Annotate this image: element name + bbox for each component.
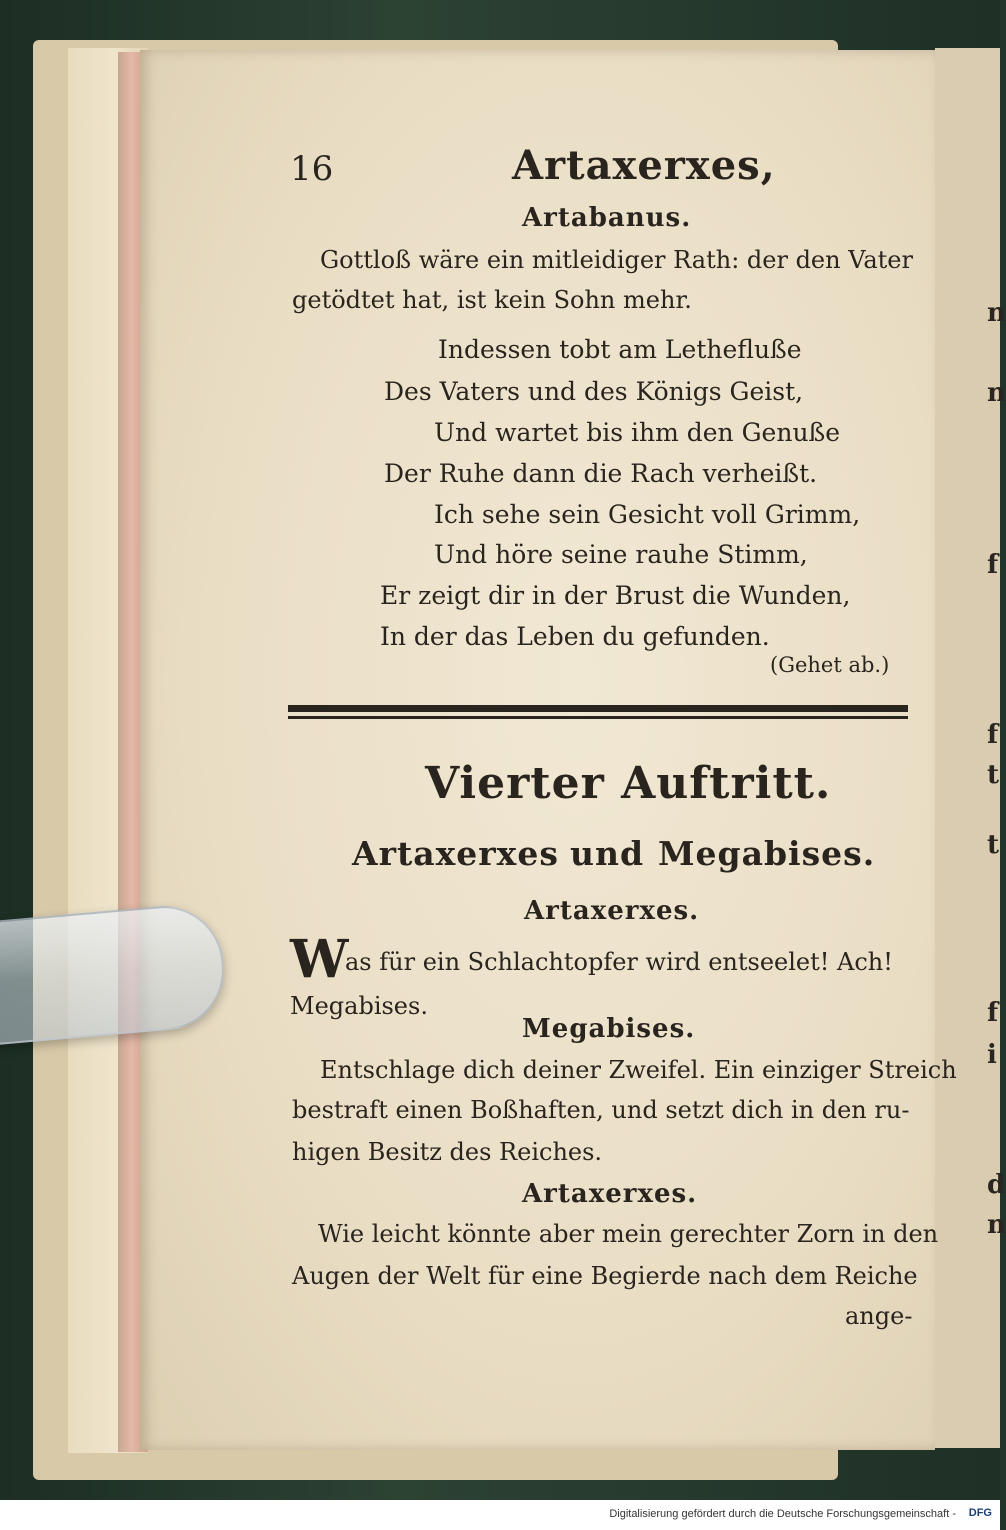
scene-divider-rule <box>288 705 908 712</box>
prose-line: as für ein Schlachtopfer wird entseelet! Ach! <box>345 948 893 976</box>
prose-line: Wie leicht könnte aber mein gerechter Zorn in den <box>318 1220 939 1248</box>
facing-page-edge <box>935 48 1006 1448</box>
facing-page-letter: t <box>987 760 1000 790</box>
prose-line: Entschlage dich deiner Zweifel. Ein einziger Streich <box>320 1056 957 1084</box>
facing-page-letter: n <box>987 378 1006 408</box>
prose-line: bestraft einen Boßhaften, und setzt dich in den ru- <box>292 1096 910 1124</box>
prose-line: getödtet hat, ist kein Sohn mehr. <box>292 286 692 314</box>
facing-page-letter: f <box>987 720 999 750</box>
scene-divider-rule <box>288 716 908 719</box>
scene-characters: und <box>570 834 645 873</box>
verse-line: In der das Leben du gefunden. <box>380 622 770 651</box>
facing-page-letter: n <box>987 298 1006 328</box>
prose-line: Augen der Welt für eine Begierde nach dem Reiche <box>292 1262 918 1290</box>
facing-page-letter: n <box>987 1210 1006 1240</box>
scene-characters: Megabises. <box>658 834 876 873</box>
funding-credit: Digitalisierung gefördert durch die Deutsche Forschungsgemeinschaft - <box>609 1508 956 1520</box>
facing-page-letter: t <box>987 830 1000 860</box>
verse-line: Ich sehe sein Gesicht voll Grimm, <box>434 500 861 529</box>
facing-page-letter: d <box>987 1170 1006 1200</box>
scene-title: Vierter Auftritt. <box>425 758 832 809</box>
drop-capital: W <box>290 929 349 990</box>
speaker-label: Artaxerxes. <box>524 896 700 926</box>
footer-bar <box>0 1500 1000 1530</box>
facing-page-letter: i <box>987 1040 997 1070</box>
stage-direction: (Gehet ab.) <box>770 653 890 677</box>
catchword: ange- <box>845 1302 913 1330</box>
verse-line: Und wartet bis ihm den Genuße <box>434 418 841 447</box>
facing-page-letter: f <box>987 550 999 580</box>
verse-line: Indessen tobt am Lethefluße <box>438 335 802 364</box>
verse-line: Der Ruhe dann die Rach verheißt. <box>384 459 818 488</box>
speaker-label: Artaxerxes. <box>522 1179 698 1209</box>
verse-line: Und höre seine rauhe Stimm, <box>434 540 808 569</box>
verse-line: Er zeigt dir in der Brust die Wunden, <box>380 581 851 610</box>
dfg-logo: DFG <box>968 1507 992 1519</box>
speaker-label: Artabanus. <box>522 203 692 233</box>
prose-line: Megabises. <box>290 992 428 1020</box>
scene-characters: Artaxerxes <box>352 834 559 873</box>
running-title: Artaxerxes, <box>512 142 776 189</box>
prose-line: higen Besitz des Reiches. <box>292 1138 603 1166</box>
speaker-label: Megabises. <box>522 1014 696 1044</box>
prose-line: Gottloß wäre ein mitleidiger Rath: der den Vater <box>320 246 913 274</box>
page-number: 16 <box>290 149 334 189</box>
facing-page-letter: f <box>987 998 999 1028</box>
verse-line: Des Vaters und des Königs Geist, <box>384 377 804 406</box>
book-page <box>140 50 957 1450</box>
